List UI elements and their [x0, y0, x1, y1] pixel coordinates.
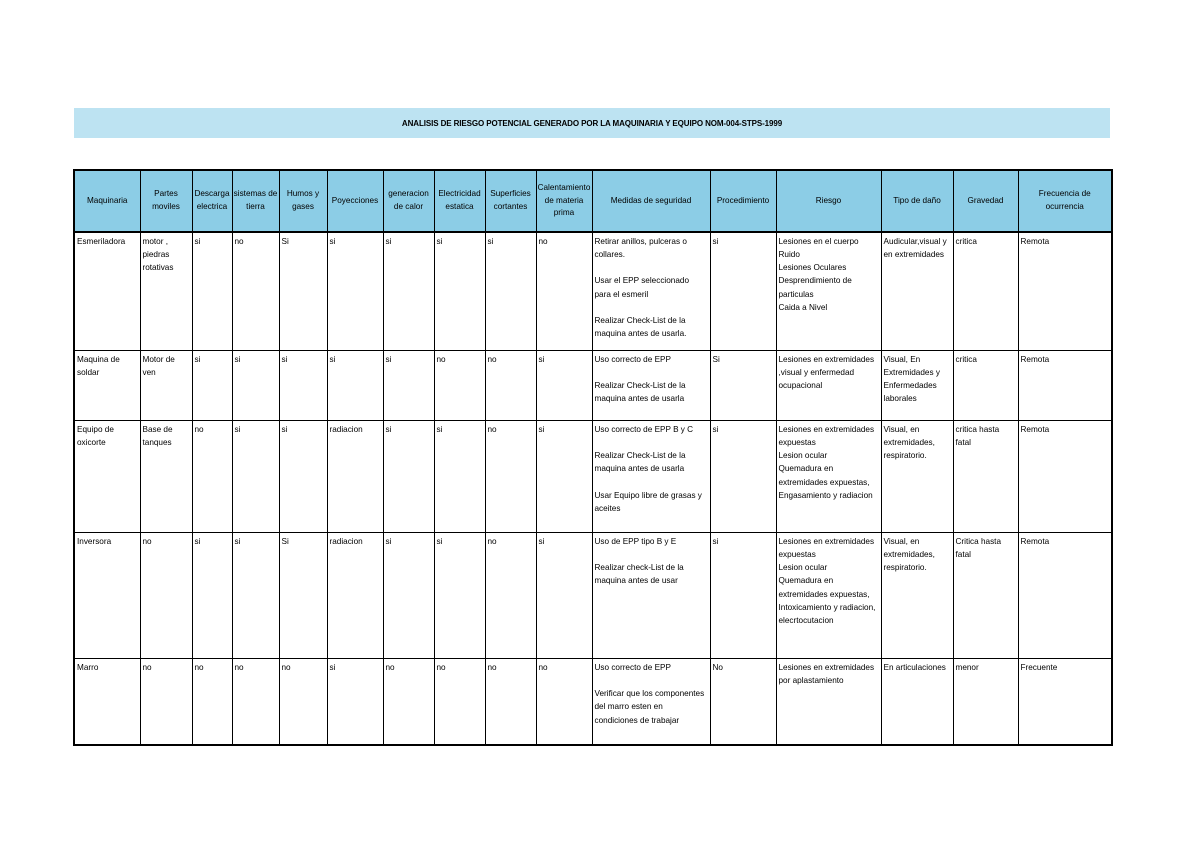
header-maquinaria: Maquinaria — [74, 170, 140, 232]
table-row — [74, 232, 1112, 351]
header-riesgo: Riesgo — [776, 170, 881, 232]
cell-calentamiento: no — [536, 232, 592, 351]
cell-frecuencia: Remota — [1018, 232, 1112, 351]
cell-calentamiento: si — [536, 533, 592, 659]
cell-sistemas-tierra: si — [232, 421, 279, 533]
cell-riesgo: Lesiones en extremidades ,visual y enfermedad ocupacional — [776, 351, 881, 421]
cell-electricidad-estatica: no — [434, 659, 485, 746]
header-medidas: Medidas de seguridad — [592, 170, 710, 232]
cell-maquinaria: Marro — [74, 659, 140, 746]
document-title-text: ANALISIS DE RIESGO POTENCIAL GENERADO POR LA MAQUINARIA Y EQUIPO NOM-004-STPS-1999 — [401, 118, 783, 128]
cell-humos-gases: Si — [279, 533, 327, 659]
header-calentamiento: Calentamiento de materia prima — [536, 170, 592, 232]
cell-descarga-electrica: si — [192, 232, 232, 351]
cell-partes-moviles: no — [140, 533, 192, 659]
cell-tipo-dano: Visual, En Extremidades y Enfermedades laborales — [881, 351, 953, 421]
cell-sistemas-tierra: si — [232, 533, 279, 659]
cell-riesgo: Lesiones en extremidades expuestas Lesion ocular Quemadura en extremidades expuestas, Engasamiento y radiacion — [776, 421, 881, 533]
cell-electricidad-estatica: si — [434, 232, 485, 351]
cell-sistemas-tierra: no — [232, 659, 279, 746]
cell-superficies-cortantes: si — [485, 232, 536, 351]
cell-descarga-electrica: no — [192, 659, 232, 746]
header-procedimiento: Procedimiento — [710, 170, 776, 232]
cell-generacion-calor: si — [383, 232, 434, 351]
cell-generacion-calor: no — [383, 659, 434, 746]
cell-tipo-dano: En articulaciones — [881, 659, 953, 746]
cell-humos-gases: no — [279, 659, 327, 746]
cell-riesgo: Lesiones en el cuerpo Ruido Lesiones Oculares Desprendimiento de particulas Caida a Nivel — [776, 232, 881, 351]
cell-proyecciones: si — [327, 232, 383, 351]
header-humos-gases: Humos y gases — [279, 170, 327, 232]
header-electricidad-estatica: Electricidad estatica — [434, 170, 485, 232]
cell-procedimiento: si — [710, 533, 776, 659]
cell-superficies-cortantes: no — [485, 533, 536, 659]
cell-generacion-calor: si — [383, 351, 434, 421]
cell-calentamiento: si — [536, 421, 592, 533]
cell-descarga-electrica: si — [192, 351, 232, 421]
cell-procedimiento: si — [710, 421, 776, 533]
cell-calentamiento: si — [536, 351, 592, 421]
cell-maquinaria: Equipo de oxicorte — [74, 421, 140, 533]
cell-frecuencia: Remota — [1018, 533, 1112, 659]
cell-sistemas-tierra: no — [232, 232, 279, 351]
cell-procedimiento: Si — [710, 351, 776, 421]
cell-riesgo: Lesiones en extremidades por aplastamiento — [776, 659, 881, 746]
cell-gravedad: critica — [953, 232, 1018, 351]
cell-procedimiento: si — [710, 232, 776, 351]
header-superficies-cortantes: Superficies cortantes — [485, 170, 536, 232]
cell-medidas: Uso correcto de EPP Verificar que los componentes del marro esten en condiciones de trabajar — [592, 659, 710, 746]
header-proyecciones: Poyecciones — [327, 170, 383, 232]
cell-maquinaria: Inversora — [74, 533, 140, 659]
cell-humos-gases: si — [279, 421, 327, 533]
cell-medidas: Uso correcto de EPP B y C Realizar Check-List de la maquina antes de usarla Usar Equipo libre de grasas y aceites — [592, 421, 710, 533]
cell-humos-gases: si — [279, 351, 327, 421]
cell-descarga-electrica: si — [192, 533, 232, 659]
cell-sistemas-tierra: si — [232, 351, 279, 421]
cell-frecuencia: Remota — [1018, 421, 1112, 533]
cell-tipo-dano: Visual, en extremidades, respiratorio. — [881, 421, 953, 533]
cell-riesgo: Lesiones en extremidades expuestas Lesion ocular Quemadura en extremidades expuestas, Intoxicamiento y radiacion, elecrtocutacion — [776, 533, 881, 659]
cell-proyecciones: si — [327, 659, 383, 746]
document-title — [74, 108, 1110, 138]
cell-procedimiento: No — [710, 659, 776, 746]
header-generacion-calor: generacion de calor — [383, 170, 434, 232]
cell-frecuencia: Remota — [1018, 351, 1112, 421]
cell-gravedad: Critica hasta fatal — [953, 533, 1018, 659]
cell-gravedad: menor — [953, 659, 1018, 746]
header-descarga-electrica: Descarga electrica — [192, 170, 232, 232]
table-row — [74, 659, 1112, 746]
table-row — [74, 351, 1112, 421]
cell-partes-moviles: Base de tanques — [140, 421, 192, 533]
header-sistemas-tierra: sistemas de tierra — [232, 170, 279, 232]
cell-superficies-cortantes: no — [485, 351, 536, 421]
cell-superficies-cortantes: no — [485, 421, 536, 533]
cell-tipo-dano: Audicular,visual y en extremidades — [881, 232, 953, 351]
cell-superficies-cortantes: no — [485, 659, 536, 746]
cell-proyecciones: si — [327, 351, 383, 421]
table-row — [74, 421, 1112, 533]
cell-tipo-dano: Visual, en extremidades, respiratorio. — [881, 533, 953, 659]
cell-generacion-calor: si — [383, 533, 434, 659]
risk-analysis-table — [73, 169, 1113, 746]
cell-partes-moviles: no — [140, 659, 192, 746]
cell-electricidad-estatica: no — [434, 351, 485, 421]
cell-maquinaria: Esmeriladora — [74, 232, 140, 351]
cell-calentamiento: no — [536, 659, 592, 746]
cell-humos-gases: Si — [279, 232, 327, 351]
cell-descarga-electrica: no — [192, 421, 232, 533]
cell-partes-moviles: motor , piedras rotativas — [140, 232, 192, 351]
cell-partes-moviles: Motor de ven — [140, 351, 192, 421]
header-partes-moviles: Partes moviles — [140, 170, 192, 232]
header-tipo-dano: Tipo de daño — [881, 170, 953, 232]
cell-electricidad-estatica: si — [434, 533, 485, 659]
header-gravedad: Gravedad — [953, 170, 1018, 232]
cell-proyecciones: radiacion — [327, 533, 383, 659]
cell-maquinaria: Maquina de soldar — [74, 351, 140, 421]
cell-frecuencia: Frecuente — [1018, 659, 1112, 746]
cell-generacion-calor: si — [383, 421, 434, 533]
header-row — [74, 170, 1112, 232]
header-frecuencia: Frecuencia de ocurrencia — [1018, 170, 1112, 232]
cell-medidas: Uso de EPP tipo B y E Realizar check-List de la maquina antes de usar — [592, 533, 710, 659]
cell-medidas: Retirar anillos, pulceras o collares. Usar el EPP seleccionado para el esmeril Realizar Check-List de la maquina antes de usarla. — [592, 232, 710, 351]
cell-gravedad: critica hasta fatal — [953, 421, 1018, 533]
cell-proyecciones: radiacion — [327, 421, 383, 533]
cell-gravedad: critica — [953, 351, 1018, 421]
cell-medidas: Uso correcto de EPP Realizar Check-List de la maquina antes de usarla — [592, 351, 710, 421]
cell-electricidad-estatica: si — [434, 421, 485, 533]
table-row — [74, 533, 1112, 659]
